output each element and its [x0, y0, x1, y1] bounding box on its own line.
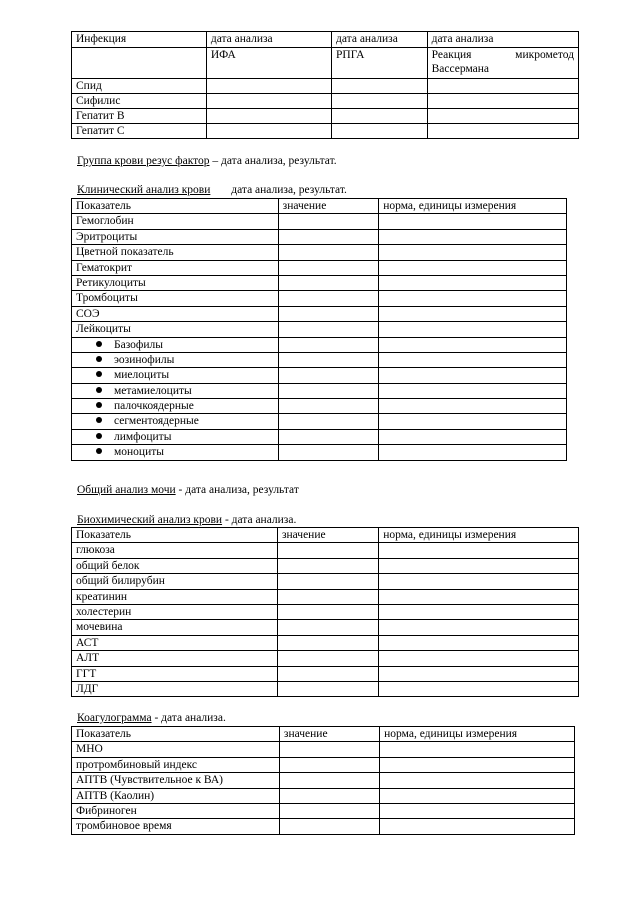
indicator-name: Фибриноген	[72, 803, 280, 818]
indicator-name	[72, 383, 279, 398]
value-cell[interactable]	[277, 543, 378, 558]
wassermann-method-line	[432, 48, 574, 62]
coag-table	[71, 726, 575, 835]
indicator-name: тромбиновое время	[72, 819, 280, 834]
infection-name: Сифилис	[72, 94, 207, 109]
table-row	[72, 543, 579, 558]
value-cell[interactable]	[278, 445, 379, 460]
indicator-name: АСТ	[72, 635, 278, 650]
table-row	[72, 773, 575, 788]
indicator-name: АЛТ	[72, 651, 278, 666]
indicator-name	[72, 368, 279, 383]
norm-cell[interactable]	[379, 589, 579, 604]
indicator-name	[72, 399, 279, 414]
infection-table-header-row	[72, 32, 579, 48]
ifa-date-column-header: дата анализа	[206, 32, 331, 48]
value-cell[interactable]	[279, 757, 379, 772]
indicator-name	[72, 429, 279, 444]
norm-column-header: норма, единицы измерения	[379, 199, 567, 214]
table-row	[72, 322, 567, 337]
value-cell[interactable]	[278, 306, 379, 321]
table-header-row	[72, 727, 575, 742]
value-cell[interactable]	[278, 229, 379, 244]
norm-cell[interactable]	[379, 429, 567, 444]
leukocyte-subtype: лимфоциты	[114, 430, 172, 443]
table-row	[72, 574, 579, 589]
indicator-name: Ретикулоциты	[72, 275, 279, 290]
indicator-name: ЛДГ	[72, 681, 278, 696]
value-cell[interactable]	[278, 429, 379, 444]
indicator-name: мочевина	[72, 620, 278, 635]
ifa-method-label: ИФА	[206, 48, 331, 79]
table-row	[72, 445, 567, 460]
leukocyte-subtype: Базофилы	[114, 338, 164, 351]
norm-cell[interactable]	[380, 773, 575, 788]
indicator-name: глюкоза	[72, 543, 278, 558]
table-row	[72, 368, 567, 383]
table-row	[72, 383, 567, 398]
table-row	[72, 291, 567, 306]
table-row	[72, 742, 575, 757]
table-row	[72, 681, 579, 696]
table-row	[72, 245, 567, 260]
norm-cell[interactable]	[379, 666, 579, 681]
infection-table	[71, 31, 579, 139]
table-row	[72, 819, 575, 834]
leukocyte-subtype: сегментоядерные	[114, 415, 199, 428]
value-cell[interactable]	[278, 337, 379, 352]
blood-group-heading	[77, 154, 337, 168]
norm-cell[interactable]	[380, 819, 575, 834]
value-cell[interactable]	[278, 260, 379, 275]
rpga-date-column-header: дата анализа	[332, 32, 428, 48]
norm-cell[interactable]	[379, 651, 579, 666]
bullet-icon	[96, 433, 102, 439]
input-cell[interactable]	[427, 94, 578, 109]
value-cell[interactable]	[277, 681, 378, 696]
norm-cell[interactable]	[379, 245, 567, 260]
input-cell[interactable]	[427, 79, 578, 94]
table-row	[72, 429, 567, 444]
urine-heading	[77, 483, 299, 497]
table-row	[72, 757, 575, 772]
value-cell[interactable]	[278, 275, 379, 290]
indicator-column-header: Показатель	[72, 199, 279, 214]
infection-table-subheader-row	[72, 48, 579, 79]
value-cell[interactable]	[278, 399, 379, 414]
table-row	[72, 666, 579, 681]
value-cell[interactable]	[279, 773, 379, 788]
indicator-name: АПТВ (Чувствительное к ВА)	[72, 773, 280, 788]
table-row	[72, 94, 579, 109]
indicator-name: Цветной показатель	[72, 245, 279, 260]
biochem-table	[71, 527, 579, 697]
value-cell[interactable]	[278, 368, 379, 383]
indicator-name: ГГТ	[72, 666, 278, 681]
value-cell[interactable]	[277, 635, 378, 650]
table-row	[72, 788, 575, 803]
value-cell[interactable]	[278, 291, 379, 306]
value-column-header: значение	[277, 528, 378, 543]
norm-cell[interactable]	[379, 368, 567, 383]
value-cell[interactable]	[277, 604, 378, 619]
biochem-suffix: - дата анализа.	[222, 514, 297, 526]
blood-group-title: Группа крови резус фактор	[77, 155, 210, 167]
norm-cell[interactable]	[379, 291, 567, 306]
indicator-name	[72, 414, 279, 429]
infection-name: Гепатит С	[72, 124, 207, 139]
clinical-heading	[77, 183, 347, 197]
bullet-icon	[96, 371, 102, 377]
rpga-method-label: РПГА	[332, 48, 428, 79]
table-cell	[72, 48, 207, 79]
value-cell[interactable]	[278, 383, 379, 398]
wassermann-date-column-header: дата анализа	[427, 32, 578, 48]
value-cell[interactable]	[278, 214, 379, 229]
value-cell[interactable]	[279, 803, 379, 818]
indicator-name	[72, 445, 279, 460]
clinical-blood-table	[71, 198, 567, 461]
blood-group-suffix: – дата анализа, результат.	[209, 155, 337, 167]
wassermann-method-word: микрометод	[515, 49, 574, 61]
coag-suffix: - дата анализа.	[151, 712, 226, 724]
norm-column-header: норма, единицы измерения	[380, 727, 575, 742]
indicator-name: Гематокрит	[72, 260, 279, 275]
norm-cell[interactable]	[379, 352, 567, 367]
indicator-name	[72, 352, 279, 367]
indicator-column-header: Показатель	[72, 727, 280, 742]
clinical-suffix: дата анализа, результат.	[231, 184, 347, 196]
value-cell[interactable]	[277, 651, 378, 666]
norm-cell[interactable]	[379, 620, 579, 635]
wassermann-method-label	[427, 48, 578, 79]
value-cell[interactable]	[277, 666, 378, 681]
table-row	[72, 229, 567, 244]
norm-cell[interactable]	[379, 306, 567, 321]
table-row	[72, 414, 567, 429]
input-cell[interactable]	[206, 94, 331, 109]
table-row	[72, 306, 567, 321]
table-row	[72, 399, 567, 414]
leukocyte-subtype: моноциты	[114, 446, 164, 459]
infection-name: Гепатит В	[72, 109, 207, 124]
indicator-name: общий белок	[72, 558, 278, 573]
bullet-icon	[96, 417, 102, 423]
indicator-name: Тромбоциты	[72, 291, 279, 306]
value-cell[interactable]	[279, 742, 379, 757]
input-cell[interactable]	[206, 109, 331, 124]
infection-name: Спид	[72, 79, 207, 94]
wassermann-method-word: Реакция	[431, 49, 472, 61]
table-header-row	[72, 199, 567, 214]
input-cell[interactable]	[332, 94, 428, 109]
value-cell[interactable]	[277, 620, 378, 635]
table-row	[72, 558, 579, 573]
norm-cell[interactable]	[379, 214, 567, 229]
infection-column-header: Инфекция	[72, 32, 207, 48]
indicator-name: креатинин	[72, 589, 278, 604]
norm-cell[interactable]	[379, 681, 579, 696]
norm-cell[interactable]	[379, 574, 579, 589]
bullet-icon	[96, 356, 102, 362]
norm-cell[interactable]	[379, 260, 567, 275]
coag-heading	[77, 711, 226, 725]
norm-cell[interactable]	[379, 399, 567, 414]
value-column-header: значение	[278, 199, 379, 214]
input-cell[interactable]	[332, 79, 428, 94]
coag-title: Коагулограмма	[77, 712, 152, 724]
norm-cell[interactable]	[379, 229, 567, 244]
norm-cell[interactable]	[380, 742, 575, 757]
table-row	[72, 79, 579, 94]
table-row	[72, 352, 567, 367]
input-cell[interactable]	[427, 109, 578, 124]
value-cell[interactable]	[277, 574, 378, 589]
bullet-icon	[96, 387, 102, 393]
indicator-name: общий билирубин	[72, 574, 278, 589]
indicator-name	[72, 337, 279, 352]
table-row	[72, 260, 567, 275]
norm-cell[interactable]	[380, 757, 575, 772]
value-cell[interactable]	[278, 322, 379, 337]
value-cell[interactable]	[277, 558, 378, 573]
clinical-title: Клинический анализ крови	[77, 184, 211, 196]
wassermann-method-line: Вассермана	[431, 63, 490, 75]
norm-cell[interactable]	[379, 543, 579, 558]
norm-cell[interactable]	[380, 803, 575, 818]
leukocyte-subtype: метамиелоциты	[114, 384, 192, 397]
table-row	[72, 124, 579, 139]
norm-cell[interactable]	[379, 337, 567, 352]
bullet-icon	[96, 448, 102, 454]
biochem-heading	[77, 513, 296, 527]
urine-title: Общий анализ мочи	[77, 484, 176, 496]
value-cell[interactable]	[279, 819, 379, 834]
indicator-name: Лейкоциты	[72, 322, 279, 337]
table-row	[72, 803, 575, 818]
table-row	[72, 589, 579, 604]
indicator-name: протромбиновый индекс	[72, 757, 280, 772]
leukocyte-subtype: эозинофилы	[114, 353, 175, 366]
table-row	[72, 214, 567, 229]
norm-cell[interactable]	[379, 445, 567, 460]
norm-cell[interactable]	[379, 275, 567, 290]
table-row	[72, 620, 579, 635]
table-row	[72, 275, 567, 290]
norm-cell[interactable]	[379, 322, 567, 337]
table-row	[72, 109, 579, 124]
biochem-title: Биохимический анализ крови	[77, 514, 223, 526]
norm-cell[interactable]	[379, 635, 579, 650]
input-cell[interactable]	[206, 124, 331, 139]
indicator-name: МНО	[72, 742, 280, 757]
norm-cell[interactable]	[379, 414, 567, 429]
leukocyte-subtype: миелоциты	[114, 369, 170, 382]
input-cell[interactable]	[332, 109, 428, 124]
table-row	[72, 604, 579, 619]
input-cell[interactable]	[332, 124, 428, 139]
indicator-name: Эритроциты	[72, 229, 279, 244]
norm-column-header: норма, единицы измерения	[379, 528, 579, 543]
indicator-name: холестерин	[72, 604, 278, 619]
leukocyte-subtype: палочкоядерные	[114, 400, 194, 413]
urine-suffix: - дата анализа, результат	[175, 484, 299, 496]
table-header-row	[72, 528, 579, 543]
value-cell[interactable]	[278, 352, 379, 367]
value-cell[interactable]	[278, 414, 379, 429]
indicator-name: АПТВ (Каолин)	[72, 788, 280, 803]
value-column-header: значение	[279, 727, 379, 742]
norm-cell[interactable]	[379, 558, 579, 573]
input-cell[interactable]	[427, 124, 578, 139]
table-row	[72, 635, 579, 650]
indicator-column-header: Показатель	[72, 528, 278, 543]
norm-cell[interactable]	[379, 604, 579, 619]
input-cell[interactable]	[206, 79, 331, 94]
indicator-name: СОЭ	[72, 306, 279, 321]
value-cell[interactable]	[277, 589, 378, 604]
bullet-icon	[96, 402, 102, 408]
value-cell[interactable]	[279, 788, 379, 803]
norm-cell[interactable]	[380, 788, 575, 803]
value-cell[interactable]	[278, 245, 379, 260]
norm-cell[interactable]	[379, 383, 567, 398]
indicator-name: Гемоглобин	[72, 214, 279, 229]
table-row	[72, 651, 579, 666]
bullet-icon	[96, 341, 102, 347]
table-row	[72, 337, 567, 352]
